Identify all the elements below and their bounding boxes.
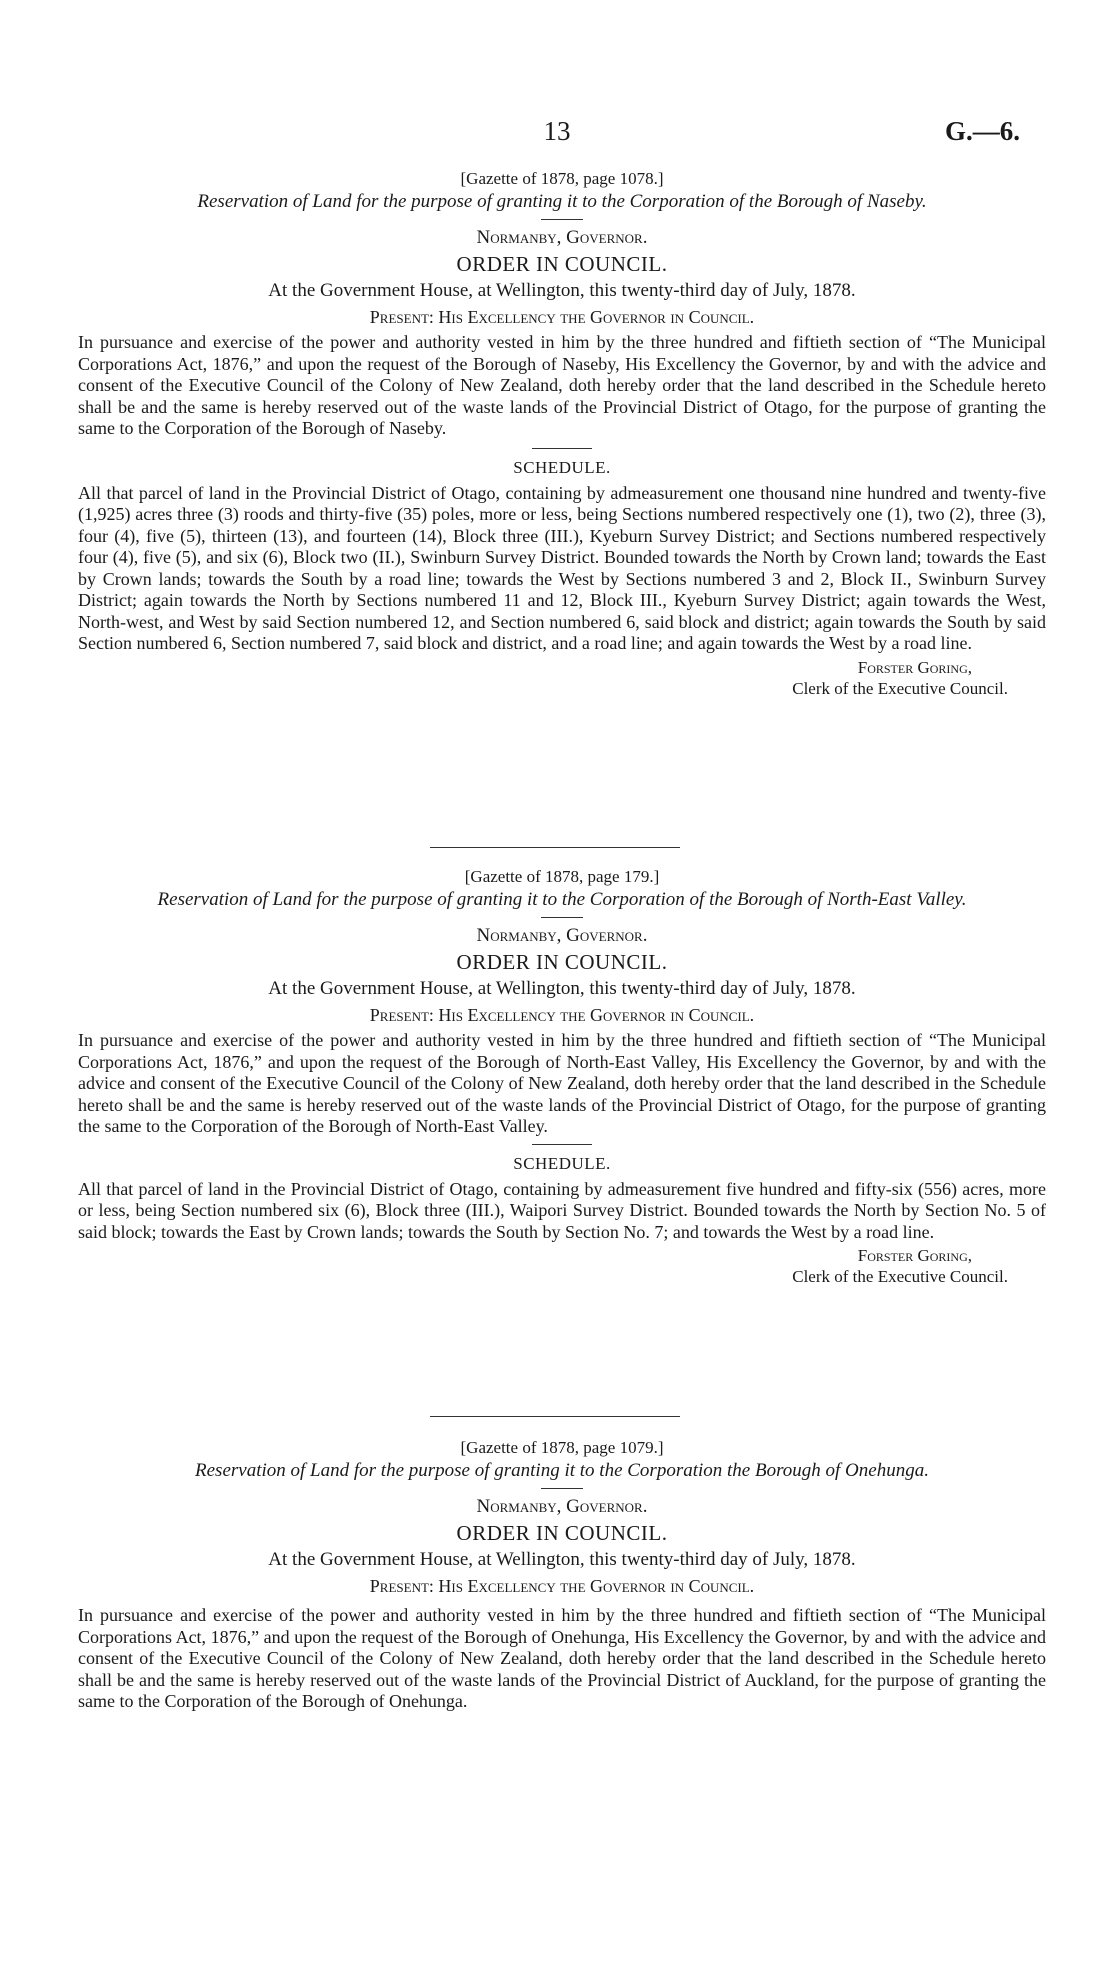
- section-title: Reservation of Land for the purpose of granting it to the Corporation the Borough of Onehunga.: [195, 1460, 929, 1481]
- present-line: Present: His Excellency the Governor in Council.: [369, 307, 755, 327]
- order-heading: ORDER IN COUNCIL.: [456, 1521, 668, 1545]
- short-rule: [541, 917, 583, 918]
- signature-name: Forster Goring,: [857, 657, 972, 677]
- present-line: Present: His Excellency the Governor in Council.: [369, 1576, 755, 1596]
- government-house-line: At the Government House, at Wellington, this twenty-third day of July, 1878.: [268, 280, 856, 301]
- section-title: Reservation of Land for the purpose of granting it to the Corporation of the Borough of Naseby.: [197, 191, 927, 212]
- section-divider: [430, 1416, 680, 1417]
- page-header: [0, 116, 1114, 150]
- schedule-paragraph: All that parcel of land in the Provincial District of Otago, containing by admeasurement five hundred and fifty-six (556) acres, more or less, being Section numbered six (6), Block three (III.), Waipori Survey District. Bounded towards the North by Section No. 5 of said block; towards the East by Crown lands; towards the South by Section No. 7; and towards the West by a road line.: [78, 1178, 1046, 1242]
- page-number: 13: [543, 116, 571, 146]
- present-line: Present: His Excellency the Governor in Council.: [369, 1005, 755, 1025]
- government-house-line: At the Government House, at Wellington, this twenty-third day of July, 1878.: [268, 978, 856, 999]
- section-north-east-valley: [78, 866, 1046, 1287]
- schedule-heading: SCHEDULE.: [513, 457, 611, 477]
- schedule-paragraph: All that parcel of land in the Provincial District of Otago, containing by admeasurement one thousand nine hundred and twenty-five (1,925) acres three (3) roods and thirty-five (35) poles, more or less, being Sections numbered respectively one (1), two (2), three (3), four (4), five (5), thirteen (13), and fourteen (14), Block three (III.), Kyeburn Survey District; and Sections numbered respectively four (4), five (5), and six (6), Block two (II.), Swinburn Survey District. Bounded towards the North by Crown land; towards the East by Crown lands; towards the South by a road line; towards the West by Sections numbered 3 and 2, Block II., Swinburn Survey District; again towards the North by Sections numbered 11 and 12, Block III., Kyeburn Survey District; again towards the West, North-west, and West by said Section numbered 12, and Section numbered 6, said block and district; again towards the South by said Section numbered 6, Section numbered 7, said block and district, and a road line; and again towards the West by a road line.: [78, 482, 1046, 653]
- signature-block: [78, 657, 1046, 699]
- gazette-reference: [Gazette of 1878, page 1079.]: [460, 1438, 664, 1457]
- section-divider: [430, 847, 680, 848]
- section-naseby: [78, 168, 1046, 699]
- signature-title: Clerk of the Executive Council.: [792, 1267, 1008, 1286]
- short-rule: [532, 1144, 592, 1145]
- governor-line: Normanby, Governor.: [476, 925, 648, 946]
- short-rule: [541, 219, 583, 220]
- preamble-paragraph: In pursuance and exercise of the power and authority vested in him by the three hundred and fiftieth section of “The Municipal Corporations Act, 1876,” and upon the request of the Borough of North-East Valley, His Excellency the Governor, by and with the advice and consent of the Executive Council of the Colony of New Zealand, doth hereby order that the land described in the Schedule hereto shall be and the same is hereby reserved out of the waste lands of the Provincial District of Otago, for the purpose of granting the same to the Corporation of the Borough of North-East Valley.: [78, 1030, 1046, 1136]
- preamble-paragraph: In pursuance and exercise of the power and authority vested in him by the three hundred and fiftieth section of “The Municipal Corporations Act, 1876,” and upon the request of the Borough of Naseby, His Excellency the Governor, by and with the advice and consent of the Executive Council of the Colony of New Zealand, doth hereby order that the land described in the Schedule hereto shall be and the same is hereby reserved out of the waste lands of the Provincial District of Otago, for the purpose of granting the same to the Corporation of the Borough of Naseby.: [78, 332, 1046, 438]
- gazette-reference: [Gazette of 1878, page 1078.]: [460, 169, 664, 188]
- signature-title: Clerk of the Executive Council.: [792, 678, 1008, 698]
- government-house-line: At the Government House, at Wellington, this twenty-third day of July, 1878.: [268, 1549, 856, 1570]
- section-onehunga: [78, 1437, 1046, 1713]
- section-title: Reservation of Land for the purpose of granting it to the Corporation of the Borough of North-East Valley.: [157, 889, 967, 910]
- order-heading: ORDER IN COUNCIL.: [456, 252, 668, 276]
- short-rule: [541, 1488, 583, 1489]
- schedule-heading: SCHEDULE.: [513, 1153, 611, 1173]
- preamble-paragraph: In pursuance and exercise of the power and authority vested in him by the three hundred and fiftieth section of “The Municipal Corporations Act, 1876,” and upon the request of the Borough of Onehunga, His Excellency the Governor, by and with the advice and consent of the Executive Council of the Colony of New Zealand, doth hereby order that the land described in the Schedule hereto shall be and the same is hereby reserved out of the waste lands of the Provincial District of Auckland, for the purpose of granting the same to the Corporation of the Borough of Onehunga.: [78, 1605, 1046, 1711]
- gazette-reference: [Gazette of 1878, page 179.]: [464, 867, 660, 886]
- page-reference: G.—6.: [944, 116, 1020, 146]
- short-rule: [532, 448, 592, 449]
- signature-block: [78, 1245, 1046, 1287]
- governor-line: Normanby, Governor.: [476, 227, 648, 248]
- signature-name: Forster Goring,: [857, 1246, 972, 1265]
- governor-line: Normanby, Governor.: [476, 1496, 648, 1517]
- order-heading: ORDER IN COUNCIL.: [456, 950, 668, 974]
